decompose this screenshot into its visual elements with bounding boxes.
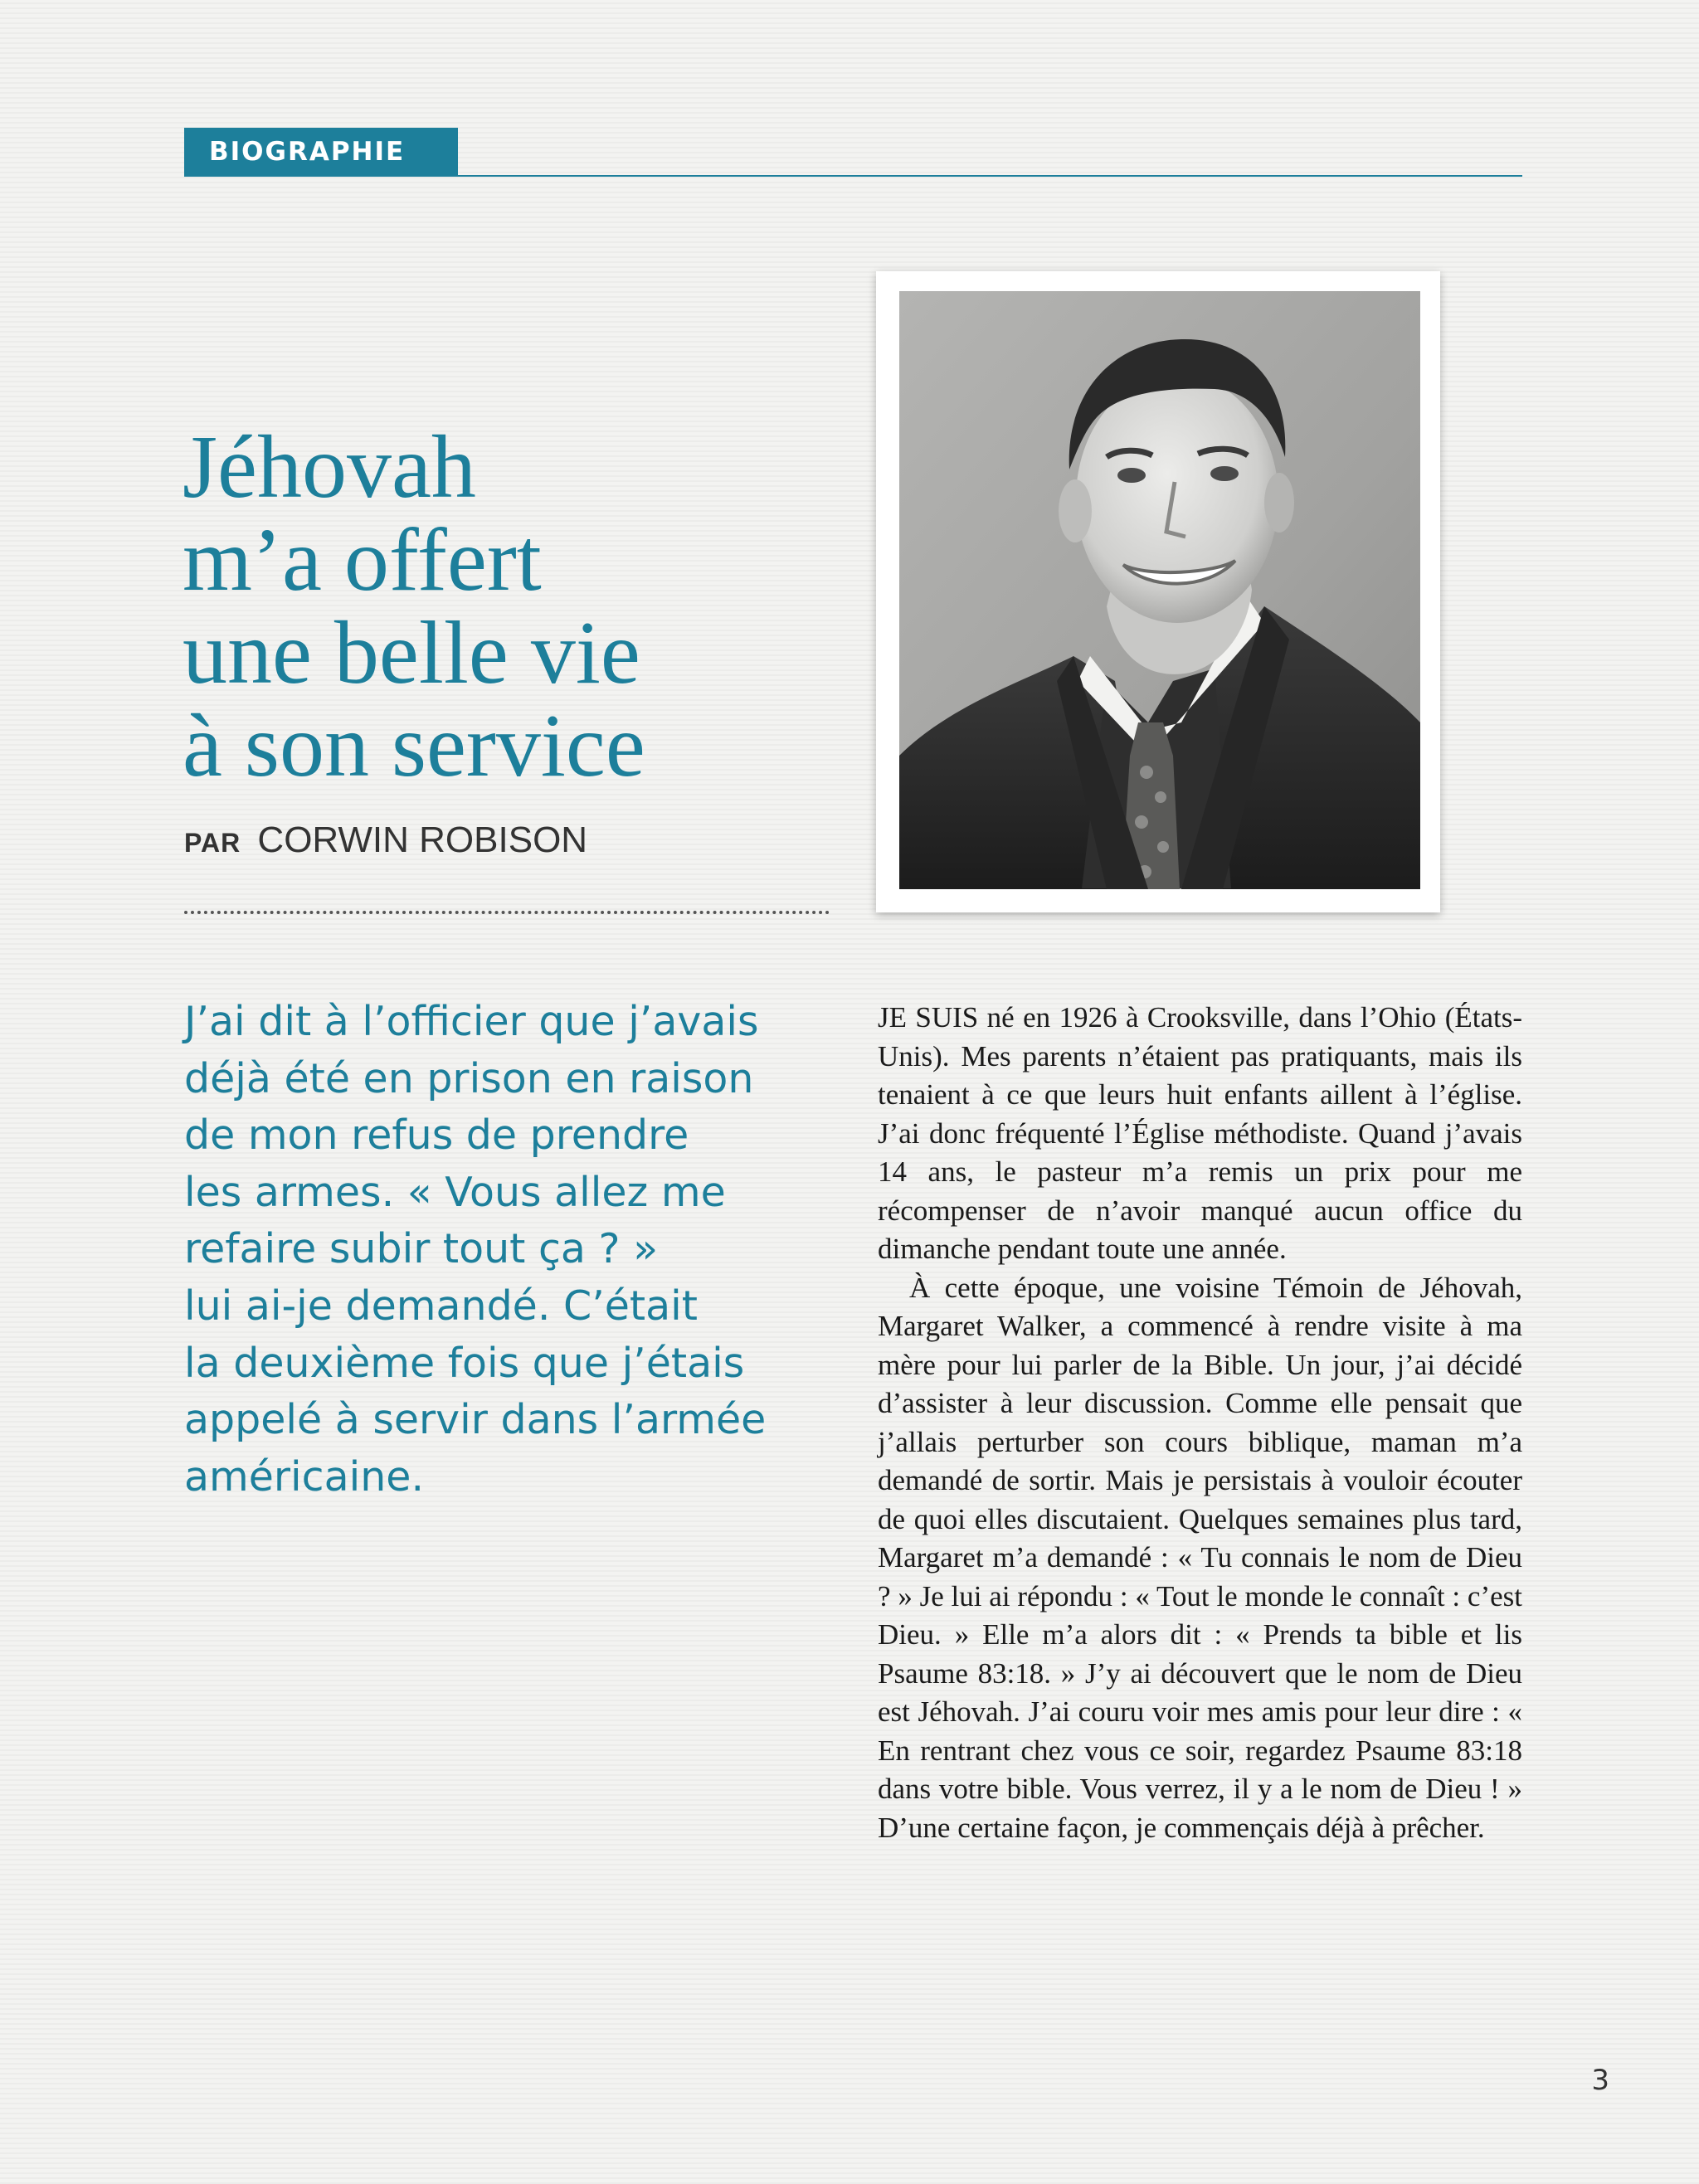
byline bbox=[184, 820, 587, 861]
portrait-photo bbox=[899, 291, 1420, 889]
title-line: m’a offert bbox=[183, 511, 542, 610]
article-body bbox=[878, 999, 1522, 1847]
pull-quote-line: déjà été en prison en raison bbox=[184, 1054, 754, 1102]
section-label: BIOGRAPHIE bbox=[184, 128, 458, 176]
page-number: 3 bbox=[1591, 2064, 1609, 2097]
pull-quote-line: la deuxième fois que j’étais bbox=[184, 1339, 745, 1387]
body-paragraph: JE SUIS né en 1926 à Crooksville, dans l’Ohio (États-Unis). Mes parents n’étaient pas pratiquants, mais ils tenaient à ce que leurs huit enfants aillent à l’église. J’ai donc fréquenté l’Église méthodiste. Quand j’avais 14 ans, le pasteur m’a remis un prix pour me récompenser de n’avoir manqué aucun office du dimanche pendant toute une année. bbox=[878, 1001, 1522, 1265]
pull-quote-line: refaire subir tout ça ? » bbox=[184, 1225, 659, 1273]
title-line: Jéhovah bbox=[183, 418, 476, 517]
header-rule bbox=[184, 175, 1522, 177]
pull-quote-line: américaine. bbox=[184, 1452, 425, 1501]
pull-quote-line: appelé à servir dans l’armée bbox=[184, 1396, 767, 1444]
pull-quote bbox=[184, 994, 823, 1505]
article-title bbox=[183, 418, 813, 795]
body-paragraph: À cette époque, une voisine Témoin de Jéhovah, Margaret Walker, a commencé à rendre visite à ma mère pour lui parler de la Bible. Un jour, j’ai décidé d’assister à leur discussion. Comme elle pensait que j’allais perturber son cours biblique, maman m’a demandé de sortir. Mais je persistais à vouloir écouter de quoi elles discutaient. Quelques semaines plus tard, Margaret m’a demandé : « Tu connais le nom de Dieu ? » Je lui ai répondu : « Tout le monde le connaît : c’est Dieu. » Elle m’a alors dit : « Prends ta bible et lis Psaume 83:18. » J’y ai découvert que le nom de Dieu est Jéhovah. J’ai couru voir mes amis pour leur dire : « En rentrant chez vous ce soir, regardez Psaume 83:18 dans votre bible. Vous verrez, il y a le nom de Dieu ! » D’une certaine façon, je commençais déjà à prêcher. bbox=[878, 1271, 1522, 1844]
portrait-photo-frame bbox=[876, 271, 1440, 912]
pull-quote-line: lui ai-je demandé. C’était bbox=[184, 1282, 698, 1330]
dotted-divider bbox=[184, 911, 830, 914]
byline-prefix: PAR bbox=[184, 828, 241, 858]
pull-quote-line: de mon refus de prendre bbox=[184, 1111, 689, 1160]
author-name: CORWIN ROBISON bbox=[257, 820, 588, 860]
pull-quote-line: les armes. « Vous allez me bbox=[184, 1168, 726, 1216]
title-line: une belle vie bbox=[183, 604, 640, 703]
title-line: à son service bbox=[183, 697, 645, 795]
pull-quote-line: J’ai dit à l’officier que j’avais bbox=[184, 998, 759, 1045]
